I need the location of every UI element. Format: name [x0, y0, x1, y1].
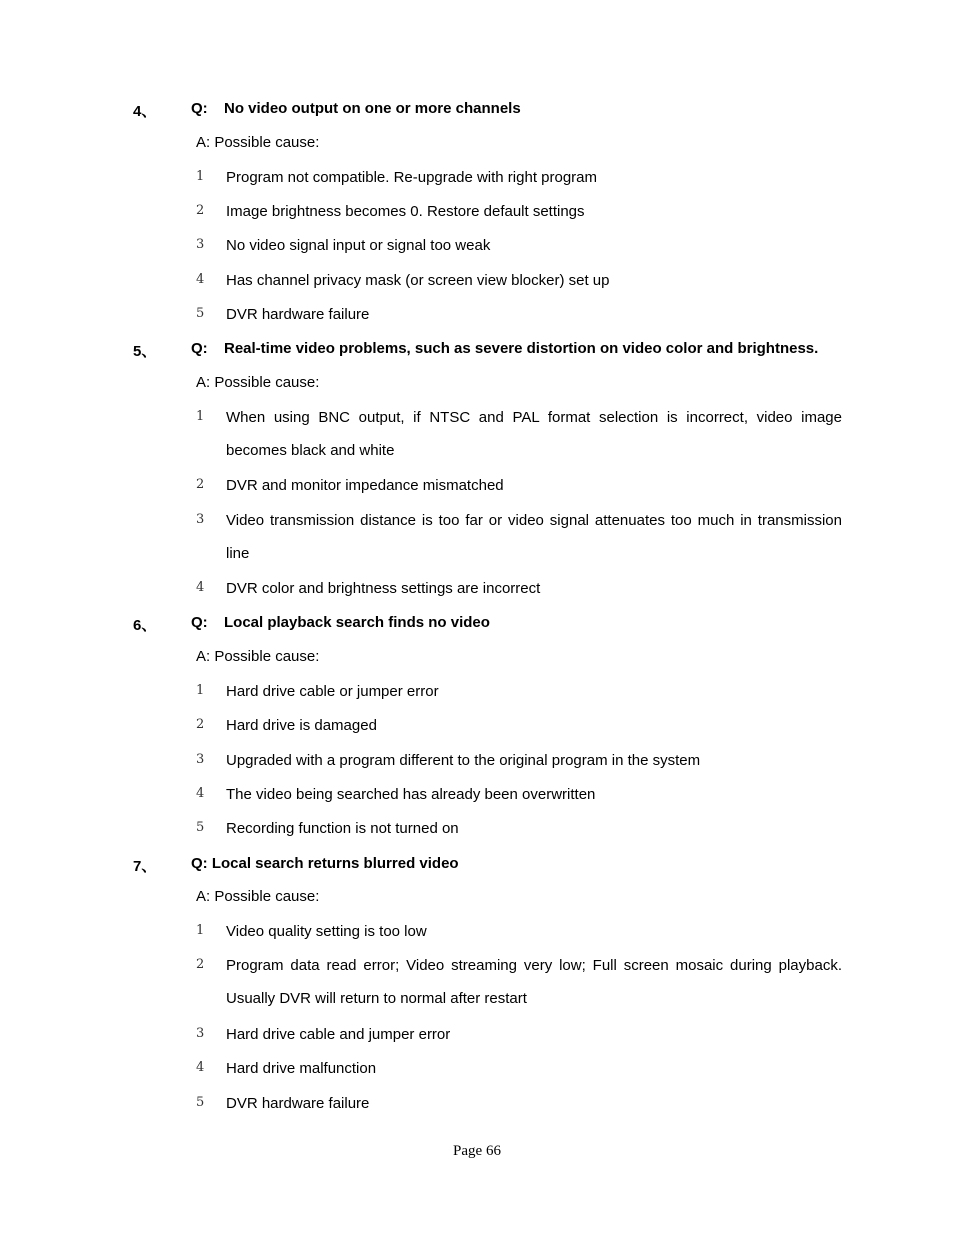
item-text: Has channel privacy mask (or screen view blocker) set up: [226, 272, 610, 289]
item-number: 3: [196, 512, 205, 527]
item-number: 2: [196, 717, 205, 732]
question-number: 4、: [133, 103, 157, 120]
item-number: 3: [196, 1026, 205, 1041]
item-text: Hard drive is damaged: [226, 717, 377, 734]
question-text: No video output on one or more channels: [224, 100, 521, 117]
question-number: 5、: [133, 343, 157, 360]
item-text: Image brightness becomes 0. Restore default settings: [226, 203, 585, 220]
item-text: Hard drive malfunction: [226, 1060, 377, 1077]
item-number: 5: [196, 820, 205, 835]
answer-intro: A: Possible cause:: [196, 134, 320, 151]
answer-intro: A: Possible cause:: [196, 374, 320, 391]
item-text: Recording function is not turned on: [226, 820, 459, 837]
item-text: Video quality setting is too low: [226, 923, 427, 940]
question-text: Local playback search finds no video: [224, 614, 490, 631]
item-text: DVR hardware failure: [226, 306, 370, 323]
item-number: 5: [196, 306, 205, 321]
q-label: Q:: [191, 340, 208, 357]
item-text: Program not compatible. Re-upgrade with right program: [226, 169, 598, 186]
item-number: 1: [196, 409, 205, 424]
item-number: 4: [196, 1060, 205, 1075]
item-number: 3: [196, 752, 205, 767]
item-number: 4: [196, 786, 205, 801]
item-text: When using BNC output, if NTSC and PAL format selection is incorrect, video image becomes black and white: [226, 409, 842, 459]
item-text: DVR and monitor impedance mismatched: [226, 477, 504, 494]
item-number: 2: [196, 203, 205, 218]
question-number: 7、: [133, 858, 157, 875]
item-text: Upgraded with a program different to the original program in the system: [226, 752, 701, 769]
q-label: Q:: [191, 614, 208, 631]
item-text: Hard drive cable or jumper error: [226, 683, 439, 700]
item-number: 1: [196, 683, 205, 698]
item-text: Video transmission distance is too far or video signal attenuates too much in transmission line: [226, 512, 842, 562]
item-number: 4: [196, 272, 205, 287]
question-text: Real-time video problems, such as severe distortion on video color and brightness.: [224, 340, 819, 357]
item-number: 1: [196, 169, 205, 184]
item-number: 4: [196, 580, 205, 595]
page-number: Page 66: [453, 1143, 501, 1159]
item-text: Hard drive cable and jumper error: [226, 1026, 451, 1043]
item-text: DVR color and brightness settings are incorrect: [226, 580, 541, 597]
item-text: No video signal input or signal too weak: [226, 237, 491, 254]
item-number: 2: [196, 957, 205, 972]
item-text: Program data read error; Video streaming very low; Full screen mosaic during playback. Usually DVR will return to normal after restart: [226, 957, 842, 1007]
question-text: Q: Local search returns blurred video: [191, 855, 459, 872]
answer-intro: A: Possible cause:: [196, 888, 320, 905]
item-number: 5: [196, 1095, 205, 1110]
answer-intro: A: Possible cause:: [196, 648, 320, 665]
item-text: The video being searched has already been overwritten: [226, 786, 596, 803]
item-text: DVR hardware failure: [226, 1095, 370, 1112]
item-number: 1: [196, 923, 205, 938]
item-number: 2: [196, 477, 205, 492]
q-label: Q:: [191, 100, 208, 117]
item-number: 3: [196, 237, 205, 252]
question-number: 6、: [133, 617, 157, 634]
